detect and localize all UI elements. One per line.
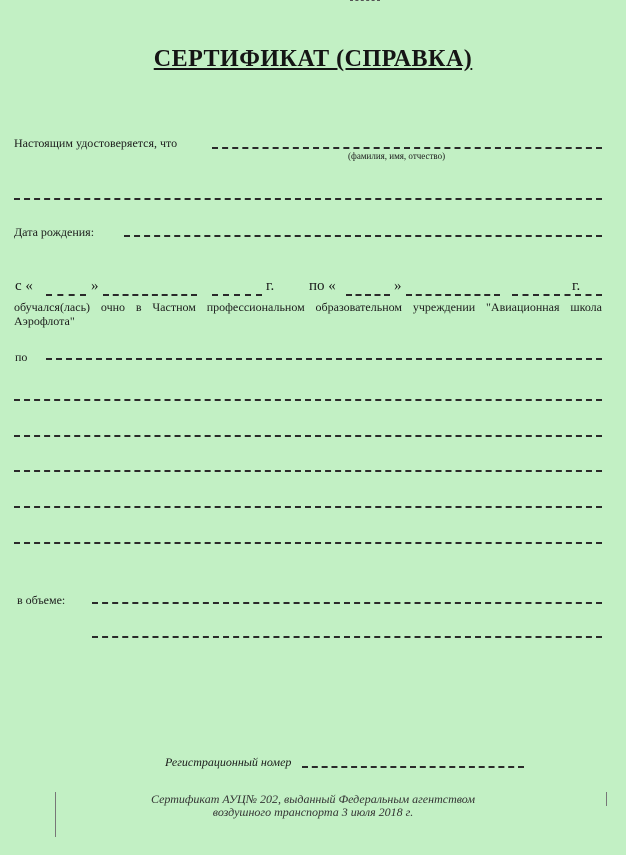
program-field-4[interactable] <box>14 470 602 472</box>
registration-number-field[interactable] <box>302 766 524 768</box>
from-year-suffix: г. <box>266 278 275 294</box>
certificate-footer <box>0 793 626 819</box>
from-year-field[interactable] <box>212 294 262 296</box>
to-month-field[interactable] <box>406 294 500 296</box>
fio-hint: (фамилия, имя, отчество) <box>348 151 446 161</box>
from-month-field[interactable] <box>103 294 197 296</box>
volume-field-1[interactable] <box>92 602 602 604</box>
footer-line-2: воздушного транспорта 3 июля 2018 г. <box>212 805 414 819</box>
program-field-1[interactable] <box>46 358 602 360</box>
to-year-field[interactable] <box>512 294 602 296</box>
period-from-label: с « <box>15 278 33 294</box>
volume-label: в объеме: <box>17 593 66 607</box>
to-quote-close: » <box>394 278 402 294</box>
program-label: по <box>15 350 28 364</box>
fio-field-line-2[interactable] <box>14 198 602 200</box>
from-day-field[interactable] <box>46 294 86 296</box>
volume-field-2[interactable] <box>92 636 602 638</box>
period-to-label: по « <box>309 278 336 294</box>
footer-line-1: Сертификат АУЦ№ 202, выданный Федеральным агентством <box>150 792 475 806</box>
to-year-suffix: г. <box>572 278 581 294</box>
fio-field-line[interactable] <box>212 147 602 149</box>
from-quote-close: » <box>91 278 99 294</box>
program-field-5[interactable] <box>14 506 602 508</box>
program-field-2[interactable] <box>14 399 602 401</box>
birth-date-field[interactable] <box>124 235 602 237</box>
birth-date-label: Дата рождения: <box>14 225 95 239</box>
to-day-field[interactable] <box>346 294 390 296</box>
document-title: СЕРТИФИКАТ (СПРАВКА) <box>153 46 473 72</box>
program-field-3[interactable] <box>14 435 602 437</box>
registration-label: Регистрационный номер <box>165 755 292 769</box>
program-field-6[interactable] <box>14 542 602 544</box>
top-edge-mark <box>350 0 380 4</box>
studied-text: обучался(лась) очно в Частном профессиональном образовательном учреждении "Авиационная школа Аэрофлота" <box>14 300 602 328</box>
certify-label: Настоящим удостоверяется, что <box>14 136 178 150</box>
